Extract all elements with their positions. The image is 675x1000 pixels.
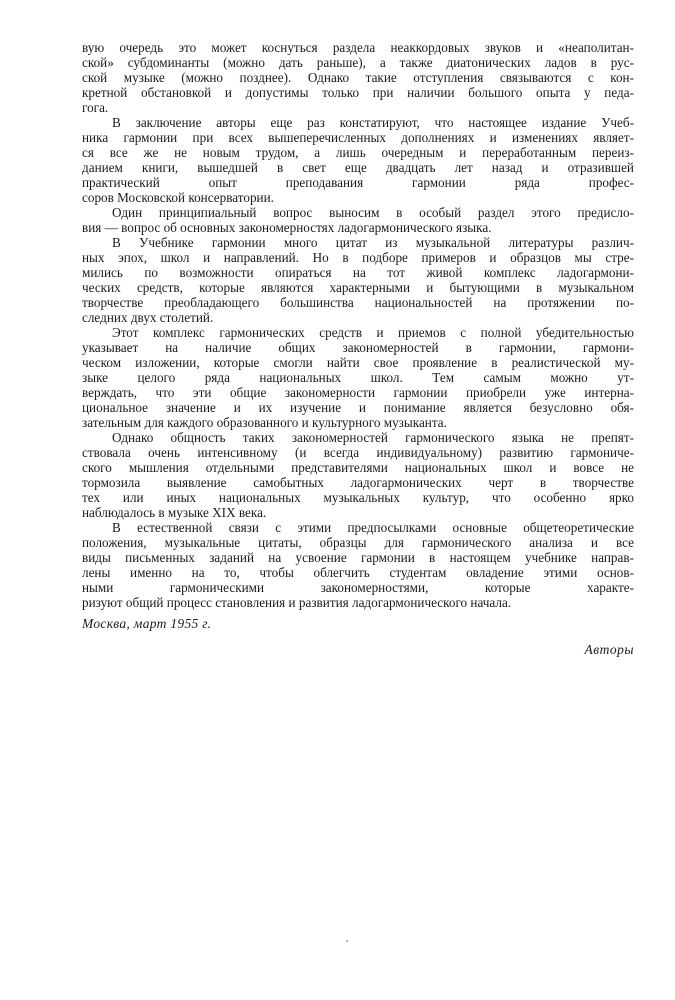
paragraph — [82, 520, 634, 610]
scan-speck — [346, 940, 348, 942]
paragraph — [82, 205, 634, 235]
text-line: вия — вопрос об основных закономерностях ладогармонического языка. — [82, 220, 492, 235]
text-line: ся все же не новым трудом, а лишь очередным и переработанным переиз- — [82, 145, 634, 160]
text-line: ствовала очень интенсивному (и всегда индивидуальному) развитию гармониче- — [82, 445, 634, 460]
text-line: В Учебнике гармонии много цитат из музыкальной литературы различ- — [112, 235, 634, 250]
text-line: указывает на наличие общих закономерностей в гармонии, гармони- — [82, 340, 634, 355]
text-line: тех или иных национальных музыкальных культур, что особенно ярко — [82, 490, 634, 505]
paragraph — [82, 40, 634, 115]
text-line: зательным для каждого образованного и культурного музыканта. — [82, 415, 447, 430]
text-line: ческих средств, которые являются характерными и бытующими в музыкальном — [82, 280, 634, 295]
text-line: кретной обстановкой и допустимы только при наличии большого опыта у педа- — [82, 85, 634, 100]
text-line: ской музыке (можно позднее). Однако такие отступления связываются с кон- — [82, 70, 634, 85]
text-line: практический опыт преподавания гармонии ряда профес- — [82, 175, 634, 190]
text-line: соров Московской консерватории. — [82, 190, 274, 205]
closing-block — [82, 616, 634, 657]
text-line: лены именно на то, чтобы облегчить студентам овладение этими основ- — [82, 565, 634, 580]
authors-signature: Авторы — [584, 642, 634, 657]
text-line: следних двух столетий. — [82, 310, 214, 325]
preface-body — [82, 40, 634, 610]
text-line: зыке целого ряда национальных школ. Тем самым можно ут- — [82, 370, 634, 385]
text-line: В естественной связи с этими предпосылками основные общетеоретические — [112, 520, 634, 535]
text-line: ника гармонии при всех вышеперечисленных дополнениях и изменениях являет- — [82, 130, 634, 145]
place-and-date: Москва, март 1955 г. — [82, 616, 212, 631]
text-line: Однако общность таких закономерностей гармонического языка не препят- — [112, 430, 634, 445]
text-line: вую очередь это может коснуться раздела неаккордовых звуков и «неаполитан- — [82, 40, 634, 55]
text-line: положения, музыкальные цитаты, образцы для гармонического анализа и все — [82, 535, 634, 550]
text-line: верждать, что эти общие закономерности гармонии приобрели уже интерна- — [82, 385, 634, 400]
paragraph — [82, 235, 634, 325]
text-line: ской» субдоминанты (можно дать раньше), а также диатонических ладов в рус- — [82, 55, 634, 70]
paragraph — [82, 430, 634, 520]
text-line: циональное значение и их изучение и понимание является безусловно обя- — [82, 400, 634, 415]
text-line: ными гармоническими закономерностями, которые характе- — [82, 580, 634, 595]
text-line: Один принципиальный вопрос выносим в особый раздел этого предисло- — [112, 205, 634, 220]
text-line: ского мышления отдельными представителями национальных школ и вовсе не — [82, 460, 634, 475]
text-line: ческом изложении, которые смогли найти свое проявление в реалистической му- — [82, 355, 634, 370]
text-line: В заключение авторы еще раз констатируют, что настоящее издание Учеб- — [112, 115, 634, 130]
paragraph — [82, 115, 634, 205]
document-page — [82, 40, 634, 657]
text-line: мились по возможности опираться на тот живой комплекс ладогармони- — [82, 265, 634, 280]
paragraph — [82, 325, 634, 430]
text-line: виды письменных заданий на усвоение гармонии в настоящем учебнике направ- — [82, 550, 634, 565]
text-line: ных эпох, школ и направлений. Но в подборе примеров и образцов мы стре- — [82, 250, 634, 265]
text-line: данием книги, вышедшей в свет еще двадцать лет назад и отразившей — [82, 160, 634, 175]
text-line: тормозила выявление самобытных ладогармонических черт в творчестве — [82, 475, 634, 490]
text-line: Этот комплекс гармонических средств и приемов с полной убедительностью — [112, 325, 634, 340]
text-line: творчестве преобладающего большинства национальностей на протяжении по- — [82, 295, 634, 310]
text-line: наблюдалось в музыке XIX века. — [82, 505, 267, 520]
text-line: ризуют общий процесс становления и развития ладогармонического начала. — [82, 595, 512, 610]
text-line: гога. — [82, 100, 109, 115]
